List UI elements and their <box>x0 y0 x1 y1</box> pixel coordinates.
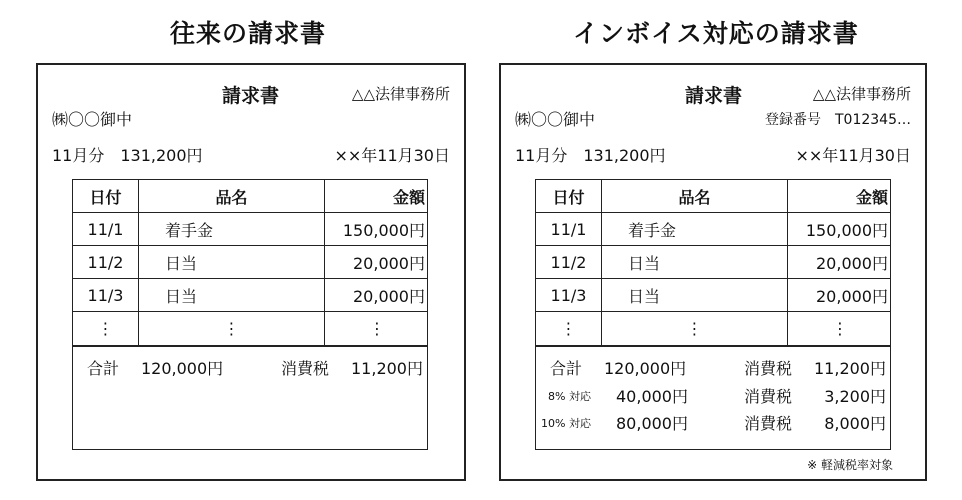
column-header-item: 品名 <box>602 180 788 212</box>
row-date: 11/3 <box>536 279 602 311</box>
invoice-compliant-invoice <box>499 63 927 481</box>
invoice-title: 請求書 <box>685 85 743 107</box>
rate-8-tax-value: 3,200円 <box>824 387 886 406</box>
row-item: ⋮ <box>602 312 788 345</box>
invoice-date: ××年11月30日 <box>334 146 450 165</box>
total-value: 120,000円 <box>604 359 687 378</box>
rate-8-label: 8% 対応 <box>548 390 591 403</box>
invoice-title: 請求書 <box>222 85 280 107</box>
row-date: 11/1 <box>73 213 139 245</box>
rate-8-line <box>536 384 890 408</box>
column-header-amount: 金額 <box>392 187 425 207</box>
row-item: ⋮ <box>139 312 325 345</box>
row-item: 日当 <box>139 279 325 311</box>
client-name: ㈱〇〇御中 <box>515 110 596 129</box>
row-amount: 20,000円 <box>353 253 425 273</box>
row-date: 11/2 <box>536 246 602 278</box>
column-header-item: 品名 <box>139 180 325 212</box>
total-value: 120,000円 <box>141 359 224 378</box>
table-header-row <box>73 180 427 213</box>
tax-value: 11,200円 <box>814 359 886 378</box>
issuer-name: △△法律事務所 <box>812 85 911 103</box>
table-row-ellipsis <box>536 312 890 347</box>
total-line <box>536 356 890 380</box>
invoice-date: ××年11月30日 <box>795 146 911 165</box>
table-row-ellipsis <box>73 312 427 347</box>
row-date: 11/2 <box>73 246 139 278</box>
billing-amount: 11月分 131,200円 <box>515 146 666 165</box>
table-header-row <box>536 180 890 213</box>
row-date: 11/1 <box>536 213 602 245</box>
rate-10-tax-label: 消費税 <box>744 414 793 433</box>
conventional-invoice <box>36 63 466 481</box>
table-row <box>73 213 427 246</box>
tax-label: 消費税 <box>281 359 330 378</box>
total-line <box>73 356 427 380</box>
line-items-table <box>535 179 891 450</box>
row-item: 日当 <box>602 279 788 311</box>
column-header-date: 日付 <box>73 180 139 212</box>
row-amount: ⋮ <box>369 319 385 338</box>
client-name: ㈱〇〇御中 <box>52 110 133 129</box>
table-row <box>73 246 427 279</box>
row-amount: 20,000円 <box>353 286 425 306</box>
line-items-table <box>72 179 428 450</box>
table-row <box>536 279 890 312</box>
table-row <box>73 279 427 312</box>
tax-value: 11,200円 <box>351 359 423 378</box>
tax-label: 消費税 <box>744 359 793 378</box>
table-row <box>536 246 890 279</box>
row-amount: ⋮ <box>832 319 848 338</box>
reduced-rate-note: ※ 軽減税率対象 <box>807 458 893 472</box>
rate-10-tax-value: 8,000円 <box>824 414 886 433</box>
row-amount: 150,000円 <box>805 220 888 240</box>
heading-conventional-invoice: 往来の請求書 <box>170 19 327 48</box>
total-label: 合計 <box>550 359 583 378</box>
rate-10-line <box>536 411 890 435</box>
row-item: 日当 <box>139 246 325 278</box>
column-header-amount: 金額 <box>855 187 888 207</box>
rate-8-tax-label: 消費税 <box>744 387 793 406</box>
row-item: 日当 <box>602 246 788 278</box>
row-date: ⋮ <box>536 312 602 345</box>
rate-10-value: 80,000円 <box>616 414 688 433</box>
rate-10-label: 10% 対応 <box>541 417 591 430</box>
rate-8-value: 40,000円 <box>616 387 688 406</box>
total-label: 合計 <box>87 359 120 378</box>
row-amount: 150,000円 <box>342 220 425 240</box>
row-date: ⋮ <box>73 312 139 345</box>
row-date: 11/3 <box>73 279 139 311</box>
row-amount: 20,000円 <box>816 253 888 273</box>
column-header-date: 日付 <box>536 180 602 212</box>
registration-number: 登録番号 T012345… <box>765 112 911 128</box>
row-amount: 20,000円 <box>816 286 888 306</box>
row-item: 着手金 <box>602 213 788 245</box>
table-row <box>536 213 890 246</box>
billing-amount: 11月分 131,200円 <box>52 146 203 165</box>
row-item: 着手金 <box>139 213 325 245</box>
issuer-name: △△法律事務所 <box>351 85 450 103</box>
heading-invoice-compliant: インボイス対応の請求書 <box>573 19 859 48</box>
